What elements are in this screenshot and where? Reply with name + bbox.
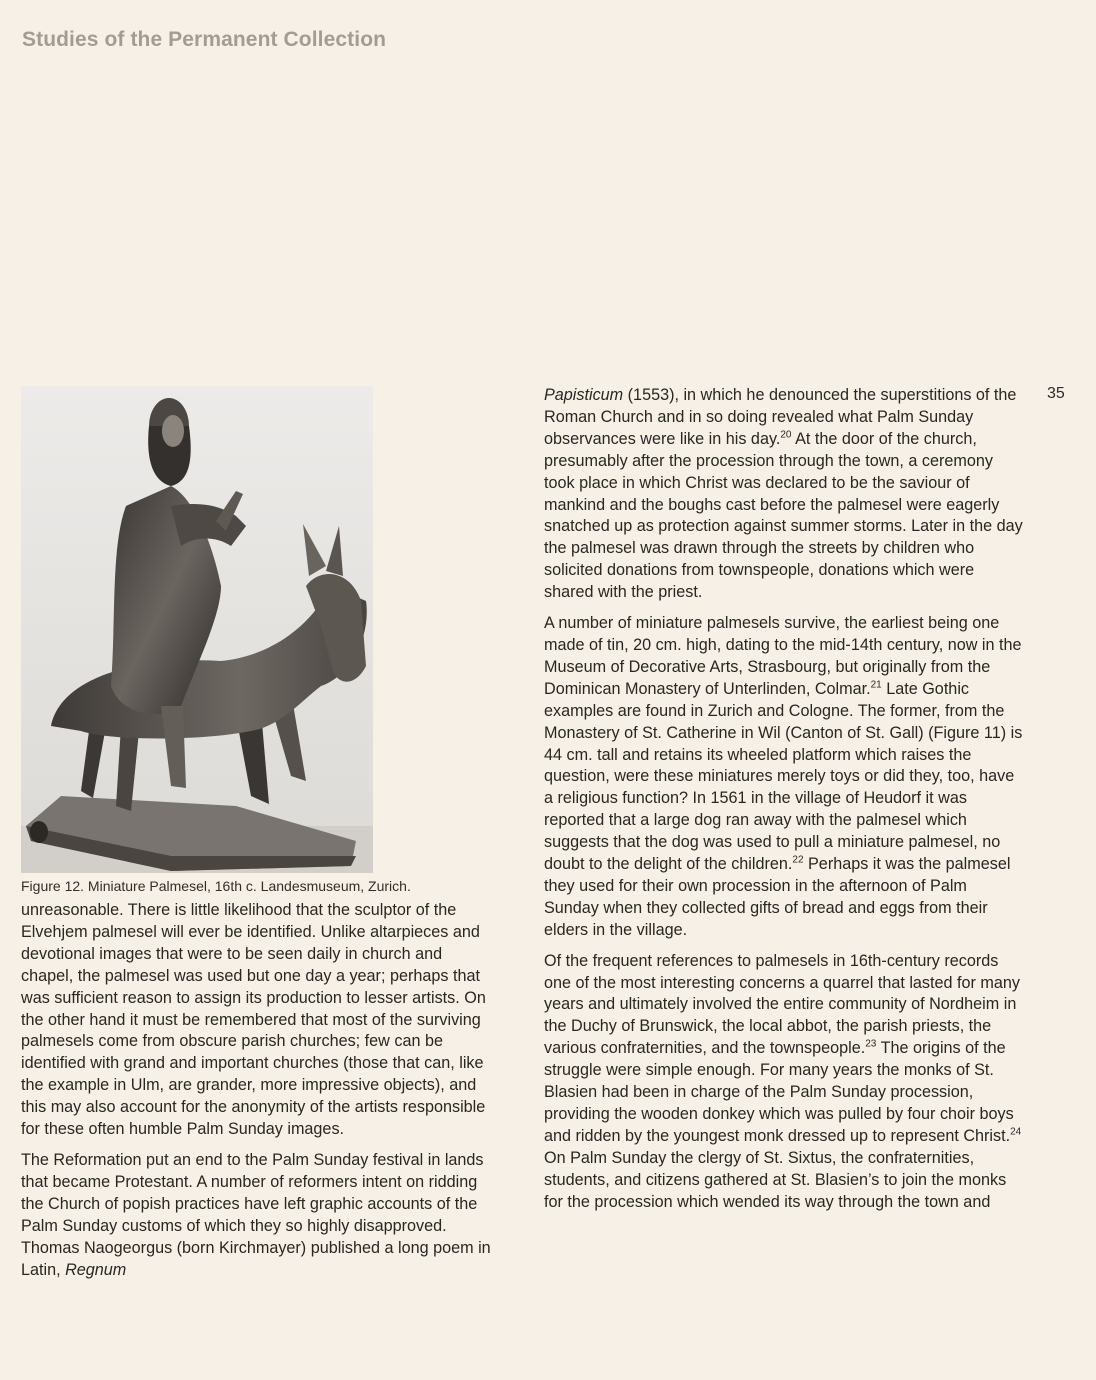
footnote-ref: 23 — [865, 1038, 877, 1050]
footnote-ref: 21 — [870, 679, 882, 691]
figure-photo — [21, 386, 373, 873]
paragraph: A number of miniature palmesels survive, the earliest being one made of tin, 20 cm. high, dating to the mid-14th century, now in the Museum of Decorative Arts, Strasbourg, but originally from the Dominican Monastery of Unterlinden, Colmar.$^{21}$ Late Gothic examples are found in Zurich and Cologne. The former, from the Monastery of St. Catherine in Wil (Canton of St. Gall) (Figure 11) is 44 cm. tall and retains its wheeled platform which raises the question, were these miniatures merely toys or did they, too, have a religious function? In 1561 in the village of Heudorf it was reported that a large dog ran away with the palmesel which suggests that the dog was used to pull a miniature palmesel, no doubt to the delight of the children.$^{22}$ Perhaps it was the palmesel they used for their own procession in the afternoon of Palm Sunday when they collected gifts of bread and eggs from their elders in the village. — [544, 614, 1023, 939]
footnote-ref: 24 — [1010, 1126, 1022, 1138]
footnote-ref: 22 — [792, 854, 804, 866]
paragraph: unreasonable. There is little likelihood that the sculptor of the Elvehjem palmesel will ever be identified. Unlike altarpieces and devotional images that were to be seen daily in church and chapel, the palmesel was used but one day a year; perhaps that was sufficient reason to assign its production to lesser artists. On the other hand it must be remembered that most of the surviving palmesels come from obscure parish churches; few can be identified with grand and important churches (those that can, like the example in Ulm, are grander, more impressive objects), and this may also account for the anonymity of the artists responsible for these often humble Palm Sunday images. — [21, 901, 486, 1139]
page-number: 35 — [1047, 385, 1065, 402]
running-header: Studies of the Permanent Collection — [22, 28, 387, 51]
footnote-ref: 20 — [780, 429, 792, 441]
paragraph: Of the frequent references to palmesels in 16th-century records one of the most interesting concerns a quarrel that lasted for many years and ultimately involved the entire community of Nordheim in the Duchy of Brunswick, the local abbot, the parish priests, the various confraternities, and the townspeople.$^{23}$ The origins of the struggle were simple enough. For many years the monks of St. Blasien had been in charge of the Palm Sunday procession, providing the wooden donkey which was pulled by four choir boys and ridden by the youngest monk dressed up to represent Christ.$^{24}$ On Palm Sunday the clergy of St. Sixtus, the confraternities, students, and citizens gathered at St. Blasien’s to join the monks for the procession which wended its way through the town and — [544, 951, 1022, 1211]
title-italic: Regnum — [65, 1260, 127, 1279]
paragraph: The Reformation put an end to the Palm Sunday festival in lands that became Protestant. A number of reformers intent on ridding the Church of popish practices have left graphic accounts of the Palm Sunday customs of which they so highly disapproved. Thomas Naogeorgus (born Kirchmayer) published a long poem in Latin, Regnum — [21, 1150, 491, 1279]
title-italic: Papisticum — [544, 386, 624, 404]
paragraph: Papisticum (1553), in which he denounced the superstitions of the Roman Church and in so doing revealed what Palm Sunday observances were like in his day.$^{20}$ At the door of the church, presumably after the procession through the town, a ceremony took place in which Christ was declared to be the saviour of mankind and the boughs cast before the palmesel were eagerly snatched up as protection against summer storms. Later in the day the palmesel was drawn through the streets by children who solicited donations from townspeople, donations which were shared with the priest. — [544, 386, 1023, 602]
figure-caption: Figure 12. Miniature Palmesel, 16th c. Landesmuseum, Zurich. — [21, 878, 411, 894]
right-column — [544, 385, 1024, 1223]
left-column — [21, 900, 496, 1290]
palmesel-photo — [21, 386, 373, 873]
